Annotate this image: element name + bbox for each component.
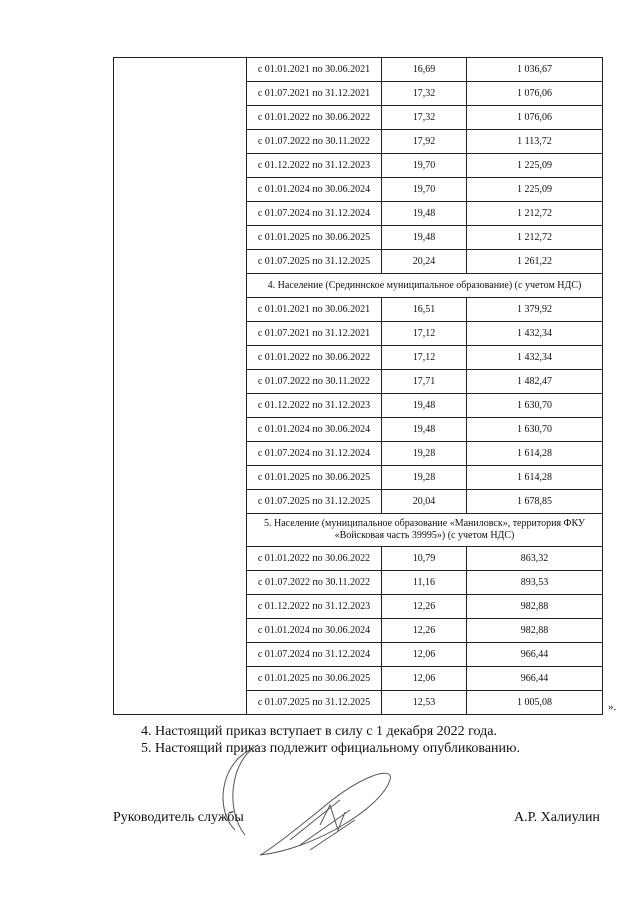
period-cell: с 01.07.2021 по 31.12.2021 xyxy=(247,322,382,346)
rate-cell: 12,06 xyxy=(382,667,467,691)
total-cell: 1 678,85 xyxy=(467,490,603,514)
rate-cell: 17,32 xyxy=(382,82,467,106)
total-cell: 863,32 xyxy=(467,547,603,571)
total-cell: 1 212,72 xyxy=(467,226,603,250)
total-cell: 1 225,09 xyxy=(467,154,603,178)
rate-cell: 17,92 xyxy=(382,130,467,154)
rate-cell: 12,06 xyxy=(382,643,467,667)
period-cell: с 01.07.2022 по 30.11.2022 xyxy=(247,130,382,154)
total-cell: 1 379,92 xyxy=(467,298,603,322)
period-cell: с 01.01.2022 по 30.06.2022 xyxy=(247,547,382,571)
period-cell: с 01.07.2024 по 31.12.2024 xyxy=(247,643,382,667)
period-cell: с 01.07.2025 по 31.12.2025 xyxy=(247,250,382,274)
closing-quote: ». xyxy=(608,701,617,713)
total-cell: 1 482,47 xyxy=(467,370,603,394)
signature-stamp-drawing xyxy=(200,730,450,870)
rate-cell: 20,04 xyxy=(382,490,467,514)
rate-cell: 19,70 xyxy=(382,154,467,178)
tariff-table xyxy=(113,57,603,715)
rate-cell: 17,12 xyxy=(382,322,467,346)
period-cell: с 01.12.2022 по 31.12.2023 xyxy=(247,154,382,178)
period-cell: с 01.01.2021 по 30.06.2021 xyxy=(247,298,382,322)
section-header: 5. Население (муниципальное образование «Маниловск», территория ФКУ «Войсковая часть 39995») (с учетом НДС) xyxy=(247,514,603,547)
period-cell: с 01.07.2022 по 30.11.2022 xyxy=(247,370,382,394)
period-cell: с 01.01.2024 по 30.06.2024 xyxy=(247,418,382,442)
signatory-name: А.Р. Халиулин xyxy=(514,810,600,825)
period-cell: с 01.12.2022 по 31.12.2023 xyxy=(247,595,382,619)
total-cell: 1 630,70 xyxy=(467,418,603,442)
total-cell: 1 614,28 xyxy=(467,466,603,490)
period-cell: с 01.01.2025 по 30.06.2025 xyxy=(247,667,382,691)
total-cell: 1 614,28 xyxy=(467,442,603,466)
period-cell: с 01.12.2022 по 31.12.2023 xyxy=(247,394,382,418)
period-cell: с 01.01.2021 по 30.06.2021 xyxy=(247,58,382,82)
rate-cell: 19,28 xyxy=(382,442,467,466)
period-cell: с 01.07.2024 по 31.12.2024 xyxy=(247,442,382,466)
total-cell: 1 036,67 xyxy=(467,58,603,82)
total-cell: 1 113,72 xyxy=(467,130,603,154)
total-cell: 982,88 xyxy=(467,595,603,619)
period-cell: с 01.01.2025 по 30.06.2025 xyxy=(247,466,382,490)
period-cell: с 01.01.2024 по 30.06.2024 xyxy=(247,178,382,202)
rate-cell: 19,28 xyxy=(382,466,467,490)
rate-cell: 19,70 xyxy=(382,178,467,202)
rate-cell: 12,26 xyxy=(382,619,467,643)
rate-cell: 17,12 xyxy=(382,346,467,370)
rate-cell: 16,69 xyxy=(382,58,467,82)
rate-cell: 19,48 xyxy=(382,394,467,418)
total-cell: 1 005,08 xyxy=(467,691,603,715)
period-cell: с 01.01.2022 по 30.06.2022 xyxy=(247,106,382,130)
total-cell: 893,53 xyxy=(467,571,603,595)
total-cell: 1 076,06 xyxy=(467,82,603,106)
total-cell: 1 225,09 xyxy=(467,178,603,202)
rate-cell: 10,79 xyxy=(382,547,467,571)
period-cell: с 01.07.2025 по 31.12.2025 xyxy=(247,490,382,514)
total-cell: 1 432,34 xyxy=(467,346,603,370)
rate-cell: 20,24 xyxy=(382,250,467,274)
period-cell: с 01.07.2024 по 31.12.2024 xyxy=(247,202,382,226)
rate-cell: 16,51 xyxy=(382,298,467,322)
total-cell: 1 432,34 xyxy=(467,322,603,346)
period-cell: с 01.07.2025 по 31.12.2025 xyxy=(247,691,382,715)
group-column-cell xyxy=(114,58,247,715)
total-cell: 1 261,22 xyxy=(467,250,603,274)
rate-cell: 17,71 xyxy=(382,370,467,394)
rate-cell: 19,48 xyxy=(382,202,467,226)
period-cell: с 01.01.2022 по 30.06.2022 xyxy=(247,346,382,370)
paragraph-effective-date: 4. Настоящий приказ вступает в силу с 1 декабря 2022 года. xyxy=(141,724,497,739)
total-cell: 1 076,06 xyxy=(467,106,603,130)
signatory-title: Руководитель службы xyxy=(113,810,244,825)
total-cell: 966,44 xyxy=(467,667,603,691)
rate-cell: 11,16 xyxy=(382,571,467,595)
rate-cell: 19,48 xyxy=(382,418,467,442)
total-cell: 1 630,70 xyxy=(467,394,603,418)
rate-cell: 17,32 xyxy=(382,106,467,130)
section-header: 4. Население (Срединнское муниципальное образование) (с учетом НДС) xyxy=(247,274,603,298)
period-cell: с 01.07.2022 по 30.11.2022 xyxy=(247,571,382,595)
total-cell: 966,44 xyxy=(467,643,603,667)
period-cell: с 01.01.2024 по 30.06.2024 xyxy=(247,619,382,643)
rate-cell: 19,48 xyxy=(382,226,467,250)
rate-cell: 12,53 xyxy=(382,691,467,715)
period-cell: с 01.07.2021 по 31.12.2021 xyxy=(247,82,382,106)
rate-cell: 12,26 xyxy=(382,595,467,619)
period-cell: с 01.01.2025 по 30.06.2025 xyxy=(247,226,382,250)
table-row xyxy=(114,58,603,82)
total-cell: 1 212,72 xyxy=(467,202,603,226)
total-cell: 982,88 xyxy=(467,619,603,643)
paragraph-publication: 5. Настоящий приказ подлежит официальному опубликованию. xyxy=(141,741,520,756)
